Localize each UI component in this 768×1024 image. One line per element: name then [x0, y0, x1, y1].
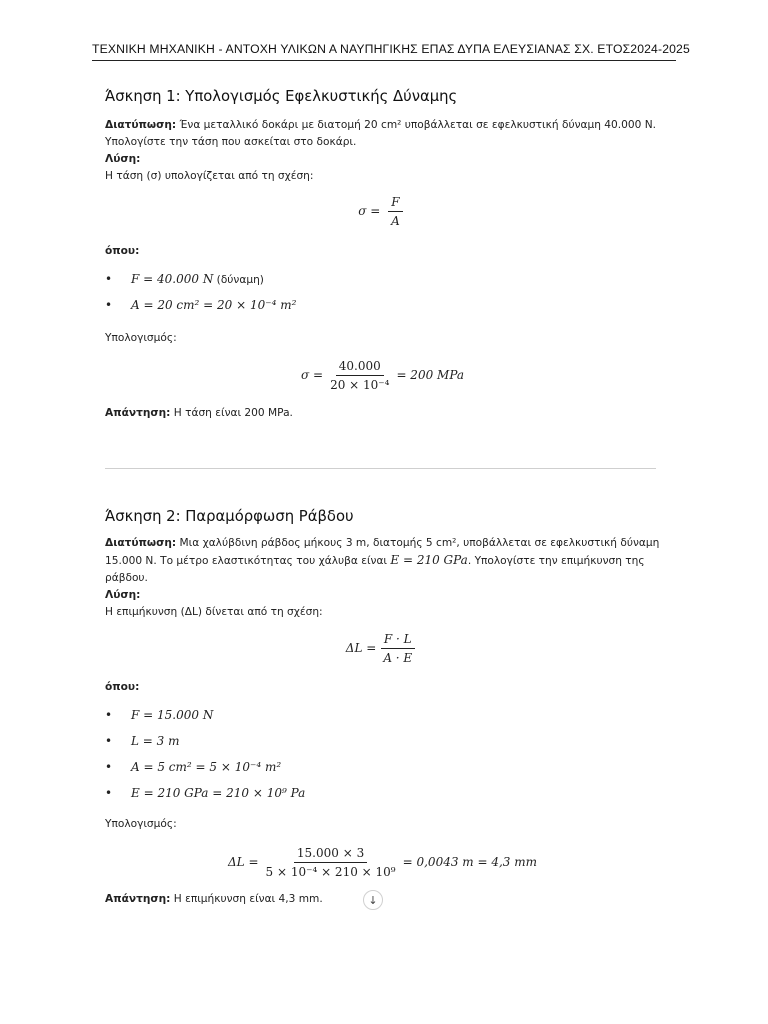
- list-item: • E = 210 GPa = 210 × 10⁹ Pa: [105, 780, 660, 806]
- statement-label: Διατύπωση:: [105, 119, 177, 131]
- exercise-2-title: Άσκηση 2: Παραμόρφωση Ράβδου: [105, 508, 354, 525]
- variables-list: [105, 702, 660, 806]
- variables-list: [105, 266, 660, 318]
- solution-label: Λύση:: [105, 153, 141, 165]
- list-item: • F = 15.000 N: [105, 702, 660, 728]
- exercise-1: [105, 86, 660, 422]
- exercise-1-title: Άσκηση 1: Υπολογισμός Εφελκυστικής Δύναμης: [105, 88, 458, 105]
- arrow-down-icon[interactable]: ↓: [363, 890, 383, 910]
- header-divider: [92, 60, 676, 61]
- where-label: όπου:: [105, 245, 140, 257]
- list-item: • A = 20 cm² = 20 × 10⁻⁴ m²: [105, 292, 660, 318]
- calculation-elongation: ΔL = $\frac{15.000 \times 3}{\text{5 × 10⁻⁴ × 210 × 10⁹}}$ = 0,0043 m = 4,3 mm: [228, 845, 537, 879]
- exercise-1-statement: [105, 117, 660, 151]
- formula-stress: σ = $\frac{F}{A}$: [105, 191, 660, 231]
- list-item: • L = 3 m: [105, 728, 660, 754]
- calculation-stress: σ = $\frac{40.000}{\text{20 × 10⁻⁴}}$ = 200 MPa: [300, 358, 465, 392]
- list-item: • A = 5 cm² = 5 × 10⁻⁴ m²: [105, 754, 660, 780]
- exercise-2: [105, 508, 660, 908]
- calc-label: Υπολογισμός:: [105, 818, 177, 830]
- page-header-title: ΤΕΧΝΙΚΗ ΜΗΧΑΝΙΚΗ - ΑΝΤΟΧΗ ΥΛΙΚΩΝ Α ΝΑΥΠΗΓΙΚΗΣ ΕΠΑΣ ΔΥΠΑ ΕΛΕΥΣΙΑΝΑΣ ΣΧ. ΕΤΟΣ2024-2025: [92, 42, 690, 56]
- answer: Απάντηση: Η επιμήκυνση είναι 4,3 mm.: [105, 893, 323, 905]
- section-divider: [105, 468, 656, 469]
- calc-label: Υπολογισμός:: [105, 332, 177, 344]
- statement-text: Ένα μεταλλικό δοκάρι με διατομή 20 cm² υποβάλλεται σε εφελκυστική δύναμη 40.000 N. Υπολογίστε την τάση που ασκείται στο δοκάρι.: [105, 119, 657, 148]
- exercise-2-statement: Διατύπωση: Μια χαλύβδινη ράβδος μήκους 3 m, διατομής 5 cm², υποβάλλεται σε εφελκυστική δύναμη 15.000 N. Το μέτρο ελαστικότητας του χάλυβα είναι E = 210 GPa. Υπολογίστε την επιμήκυνση της ράβδου.: [105, 537, 660, 584]
- relation-text: Η επιμήκυνση (ΔL) δίνεται από τη σχέση:: [105, 606, 323, 618]
- formula-elongation: ΔL = $\frac{F \cdot L}{A \cdot E}$: [105, 627, 660, 669]
- relation-text: Η τάση (σ) υπολογίζεται από τη σχέση:: [105, 170, 314, 182]
- list-item: • F = 40.000 N (δύναμη): [105, 266, 660, 292]
- solution-label: Λύση:: [105, 589, 141, 601]
- where-label: όπου:: [105, 681, 140, 693]
- answer: Απάντηση: Η τάση είναι 200 MPa.: [105, 407, 293, 419]
